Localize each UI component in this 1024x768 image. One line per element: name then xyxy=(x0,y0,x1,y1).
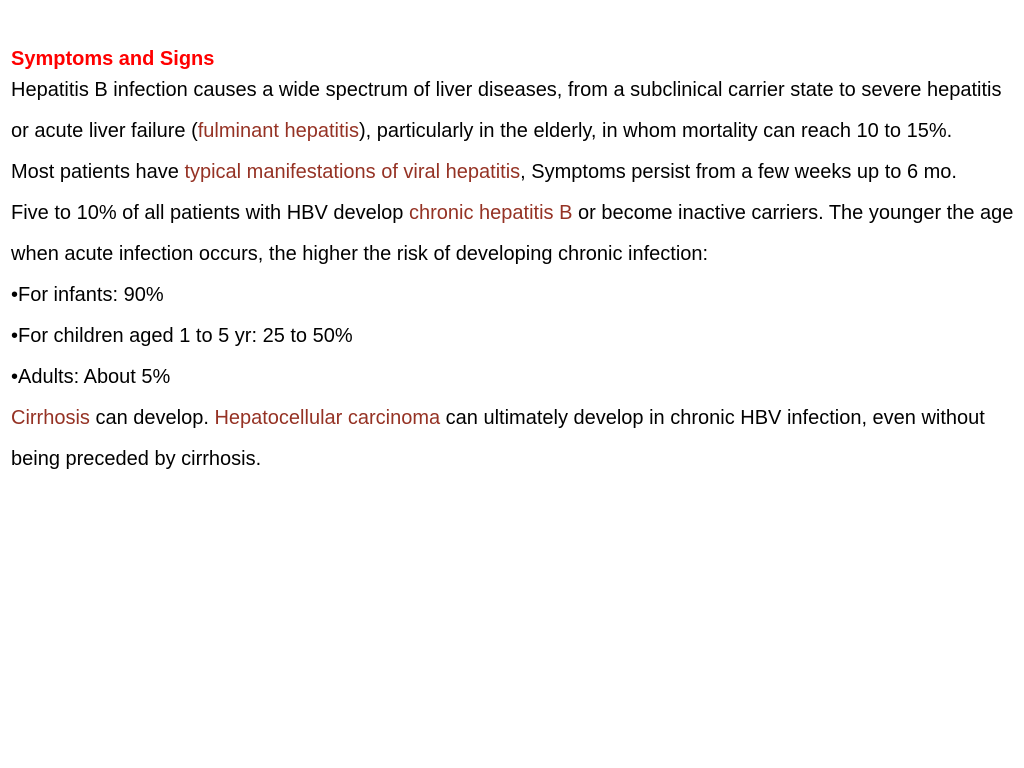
highlighted-term: fulminant hepatitis xyxy=(197,120,359,142)
text-segment: ), particularly in the elderly, in whom mortality can reach 10 to 15%. xyxy=(358,120,953,142)
slide-heading: Symptoms and Signs xyxy=(11,48,215,70)
text-segment: Hepatitis B infection causes a wide spectrum of liver diseases, from a subclinical carrier state to severe hepatitis or acute liver failure ( xyxy=(11,79,1002,142)
bullet-item xyxy=(11,316,1016,357)
highlighted-term: Cirrhosis xyxy=(11,407,90,429)
highlighted-term: chronic hepatitis B xyxy=(409,202,573,224)
text-segment: •For infants: 90% xyxy=(11,284,164,306)
paragraph xyxy=(11,152,1016,193)
text-segment: , Symptoms persist from a few weeks up to 6 mo. xyxy=(520,161,957,183)
paragraph xyxy=(11,398,1016,480)
highlighted-term: Hepatocellular carcinoma xyxy=(214,407,441,429)
slide-content xyxy=(11,44,1016,480)
paragraph xyxy=(11,193,1016,275)
text-segment: Most patients have xyxy=(11,161,185,183)
text-segment: can develop. xyxy=(89,407,215,429)
slide-body xyxy=(11,70,1016,480)
text-segment: •Adults: About 5% xyxy=(11,366,171,388)
highlighted-term: typical manifestations of viral hepatitis xyxy=(184,161,521,183)
paragraph xyxy=(11,70,1016,152)
bullet-item xyxy=(11,357,1016,398)
text-segment: Five to 10% of all patients with HBV develop xyxy=(11,202,409,224)
text-segment: •For children aged 1 to 5 yr: 25 to 50% xyxy=(11,325,353,347)
text-segment: or become inactive carriers. The younger the age when acute infection occurs, the higher the risk of developing chronic infection: xyxy=(11,202,1014,265)
bullet-item xyxy=(11,275,1016,316)
text-segment: can ultimately develop in chronic HBV infection, even without being preceded by cirrhosis. xyxy=(11,407,985,470)
